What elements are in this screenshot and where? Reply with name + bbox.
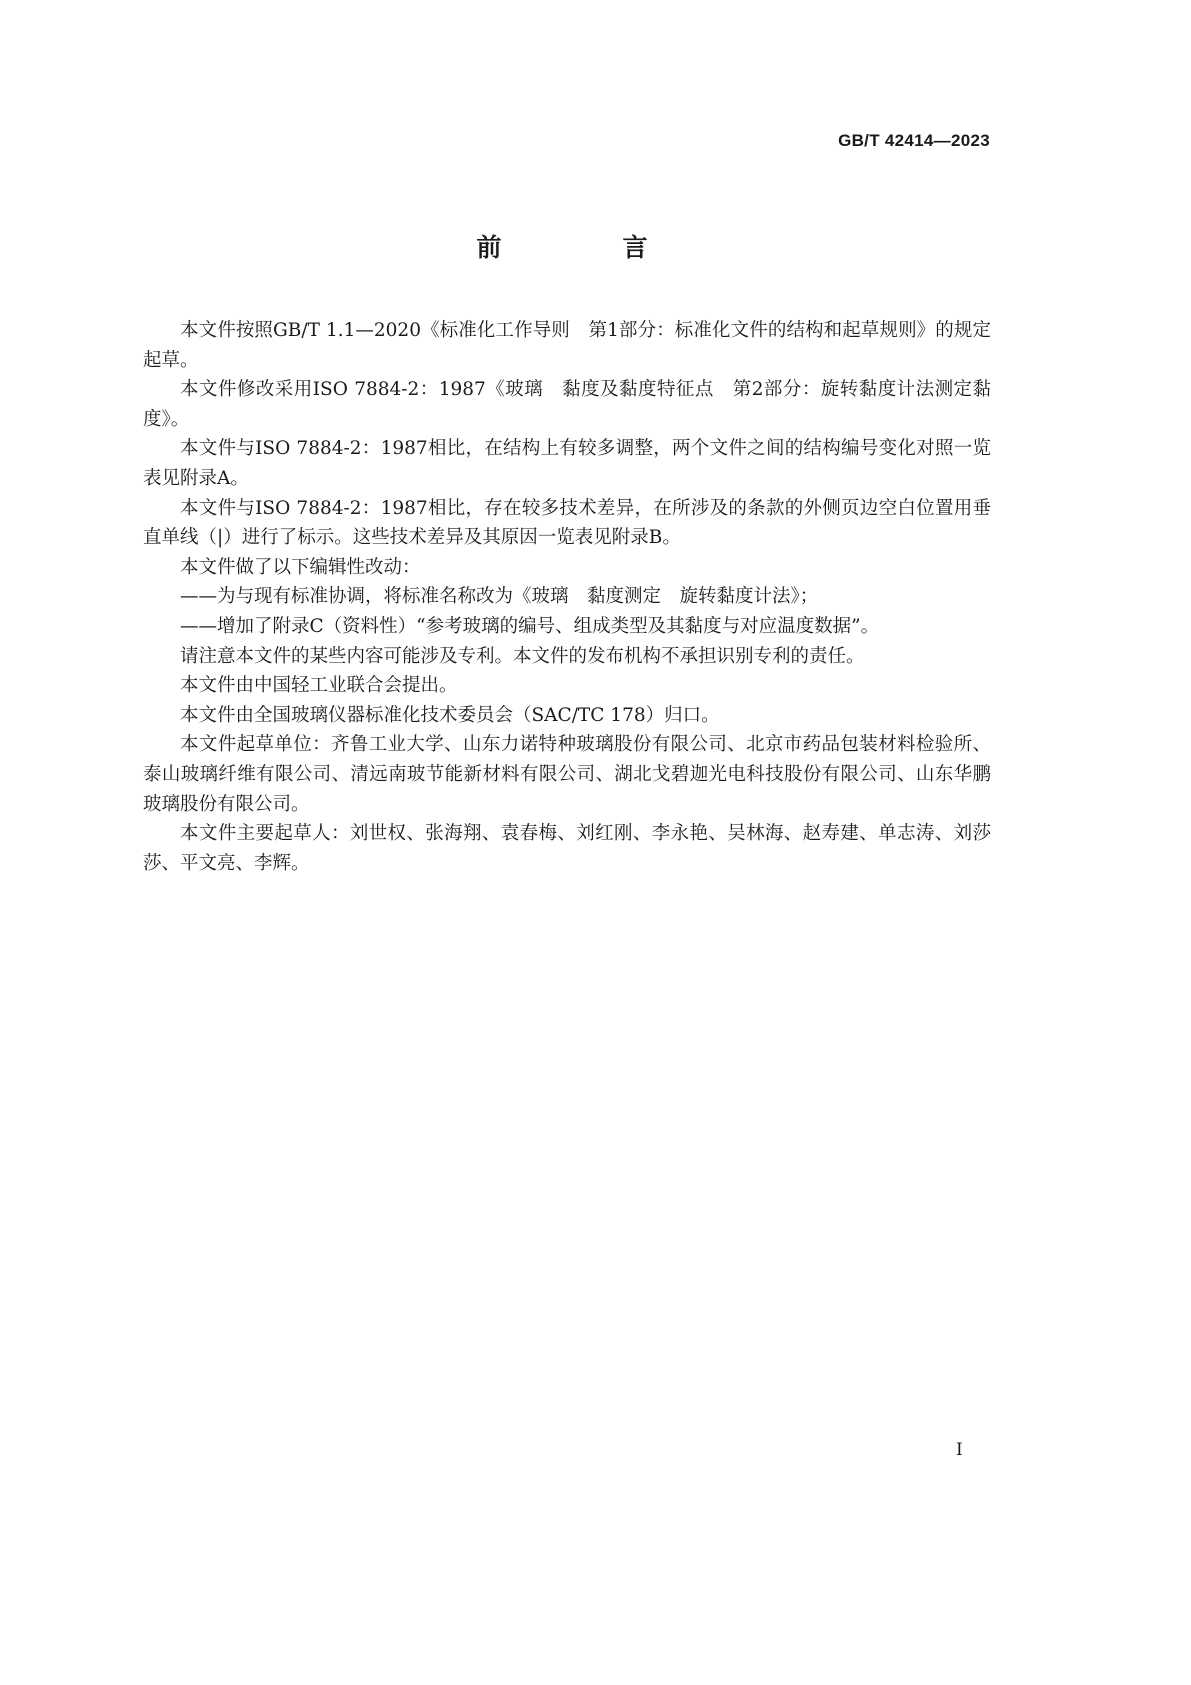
list-item: ——增加了附录C（资料性）“参考玻璃的编号、组成类型及其黏度与对应温度数据”。 — [180, 615, 880, 637]
paragraph: 本文件起草单位：齐鲁工业大学、山东力诺特种玻璃股份有限公司、北京市药品包装材料检验所、泰山玻璃纤维有限公司、清远南玻节能新材料有限公司、湖北戈碧迦光电科技股份有限公司、山东华鹏玻璃股份有限公司。 — [143, 734, 991, 815]
standard-number: GB/T 42414—2023 — [838, 131, 990, 150]
paragraph: 本文件与ISO 7884-2：1987相比，存在较多技术差异，在所涉及的条款的外侧页边空白位置用垂直单线（|）进行了标示。这些技术差异及其原因一览表见附录B。 — [143, 497, 991, 549]
page-title: 前 言 — [476, 233, 696, 262]
paragraph: 请注意本文件的某些内容可能涉及专利。本文件的发布机构不承担识别专利的责任。 — [180, 645, 865, 667]
paragraph: 本文件主要起草人：刘世权、张海翔、袁春梅、刘红刚、李永艳、吴林海、赵寿建、单志涛、刘莎莎、平文亮、李辉。 — [143, 823, 991, 874]
paragraph: 本文件由中国轻工业联合会提出。 — [180, 675, 458, 697]
paragraph: 本文件修改采用ISO 7884-2：1987《玻璃 黏度及黏度特征点 第2部分：旋转黏度计法测定黏度》。 — [143, 379, 991, 430]
paragraph: 本文件由全国玻璃仪器标准化技术委员会（SAC/TC 178）归口。 — [180, 704, 720, 726]
paragraph: 本文件与ISO 7884-2：1987相比，在结构上有较多调整，两个文件之间的结构编号变化对照一览表见附录A。 — [143, 438, 991, 489]
list-item: ——为与现有标准协调，将标准名称改为《玻璃 黏度测定 旋转黏度计法》； — [180, 586, 819, 608]
paragraph: 本文件做了以下编辑性改动： — [180, 556, 421, 578]
paragraph: 本文件按照GB/T 1.1—2020《标准化工作导则 第1部分：标准化文件的结构和起草规则》的规定起草。 — [143, 320, 991, 371]
document-body — [143, 316, 991, 878]
page-number: I — [956, 1440, 963, 1460]
